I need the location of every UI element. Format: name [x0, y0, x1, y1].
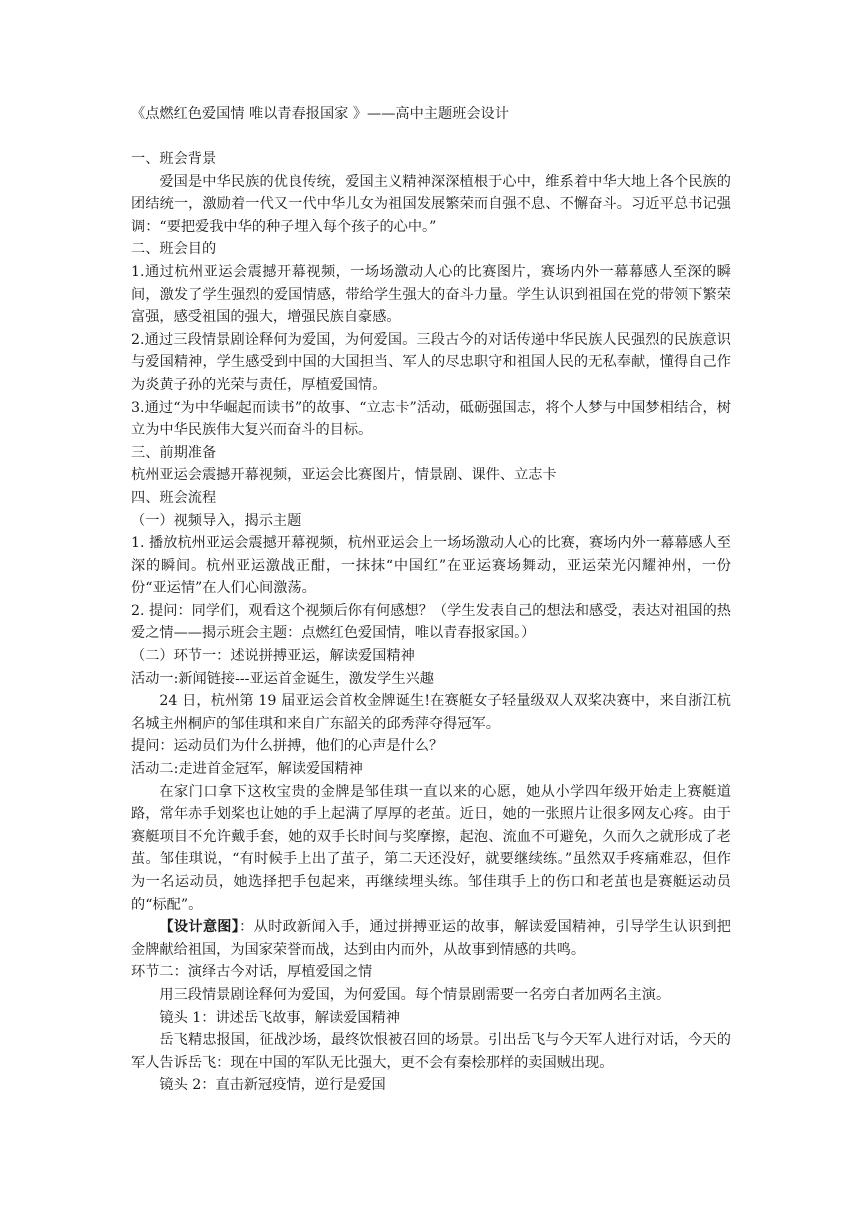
purpose-item-3: 3.通过“为中华崛起而读书”的故事、“立志卡”活动，砥砺强国志，将个人梦与中国梦相结合，树立为中华民族伟大复兴而奋斗的目标。: [131, 399, 731, 439]
design-intent-label: 【设计意图】: [159, 919, 240, 936]
design-intent-text: ：从时政新闻入手，通过拼搏亚运的故事，解读爱国精神，引导学生认识到把金牌献给祖国，为国家荣誉而战，达到由内而外，从故事到情感的共鸣。: [131, 919, 731, 958]
activity2-paragraph: 在家门口拿下这枚宝贵的金牌是邹佳琪一直以来的心愿，她从小学四年级开始走上赛艇道路，常年赤手划桨也让她的手上起满了厚厚的老茧。近日，她的一张照片让很多网友心疼。由于赛艇项目不允许戴手套，她的双手长时间与奖摩擦，起泡、流血不可避免，久而久之就形成了老茧。邹佳琪说，“有时候手上出了茧子，第二天还没好，就要继续练。”虽然双手疼痛难忍，但作为一名运动员，她选择把手包起来，再继续埋头练。邹佳琪手上的伤口和老茧也是赛艇运动员的“标配”。: [131, 783, 731, 913]
part3-intro: 用三段情景剧诠释何为爱国，为何爱国。每个情景剧需要一名旁白者加两名主演。: [159, 986, 671, 1003]
activity1-paragraph: 24 日，杭州第 19 届亚运会首枚金牌诞生!在赛艇女子轻量级双人双桨决赛中，来自浙江杭名城主州桐庐的邹佳琪和来自广东韶关的邱秀萍夺得冠军。: [131, 693, 731, 732]
blank-line: [131, 128, 731, 148]
purpose-item-2: 2.通过三段情景剧诠释何为爱国，为何爱国。三段古今的对话传递中华民族人民强烈的民族意识与爱国精神，学生感受到中国的大国担当、军人的尽忠职守和祖国人民的无私奉献，懂得自己作为炎黄子孙的光荣与责任，厚植爱国情。: [131, 331, 731, 393]
document-title: 《点燃红色爱国情 唯以青春报国家 》——高中主题班会设计: [131, 106, 509, 122]
scene1-heading: 镜头 1：讲述岳飞故事，解读爱国精神: [159, 1009, 400, 1026]
part1-heading: （一）视频导入，揭示主题: [131, 512, 302, 529]
section-heading-preparation: 三、前期准备: [131, 444, 217, 461]
section-heading-background: 一、班会背景: [131, 151, 217, 167]
part1-item-1: 1. 播放杭州亚运会震撼开幕视频，杭州亚运会上一场场激动人心的比赛，赛场内外一幕幕感人至深的瞬间。杭州亚运激战正酣，一抹抹“中国红”在亚运赛场舞动，亚运荣光闪耀神州，一份份“亚运情”在人们心间激荡。: [131, 535, 731, 597]
question-line: 提问：运动员们为什么拼搏，他们的心声是什么？: [131, 738, 444, 755]
document-page: [131, 100, 731, 1097]
part1-item-2: 2. 提问：同学们，观看这个视频后你有何感想？（学生发表自己的想法和感受，表达对祖国的热爱之情——揭示班会主题：点燃红色爱国情，唯以青春报家国。）: [131, 602, 731, 642]
purpose-item-1: 1.通过杭州亚运会震撼开幕视频，一场场激动人心的比赛图片，赛场内外一幕幕感人至深的瞬间，激发了学生强烈的爱国情感，带给学生强大的奋斗力量。学生认识到祖国在党的带领下繁荣富强，感受祖国的强大，增强民族自豪感。: [131, 263, 731, 326]
activity1-heading: 活动一:新闻链接---亚运首金诞生，激发学生兴趣: [131, 670, 434, 687]
scene2-heading: 镜头 2：直击新冠疫情，逆行是爱国: [159, 1077, 386, 1094]
section-heading-purpose: 二、班会目的: [131, 241, 217, 258]
design-intent-paragraph: [131, 916, 731, 961]
section-heading-process: 四、班会流程: [131, 489, 217, 506]
part2-heading: （二）环节一：述说拼搏亚运，解读爱国精神: [131, 648, 415, 665]
activity2-heading: 活动二:走进首金冠军，解读爱国精神: [131, 761, 363, 778]
preparation-text: 杭州亚运会震撼开幕视频，亚运会比赛图片，情景剧、课件、立志卡: [131, 467, 557, 484]
background-paragraph: 爱国是中华民族的优良传统，爱国主义精神深深植根于心中，维系着中华大地上各个民族的团结统一，激励着一代又一代中华儿女为祖国发展繁荣而自强不息、不懈奋斗。习近平总书记强调：“要把爱我中华的种子埋入每个孩子的心中。”: [131, 173, 731, 235]
scene1-paragraph: 岳飞精忠报国，征战沙场，最终饮恨被召回的场景。引出岳飞与今天军人进行对话，今天的军人告诉岳飞：现在中国的军队无比强大，更不会有秦桧那样的卖国贼出现。: [131, 1032, 731, 1071]
part3-heading: 环节二：演绎古今对话，厚植爱国之情: [131, 964, 373, 981]
